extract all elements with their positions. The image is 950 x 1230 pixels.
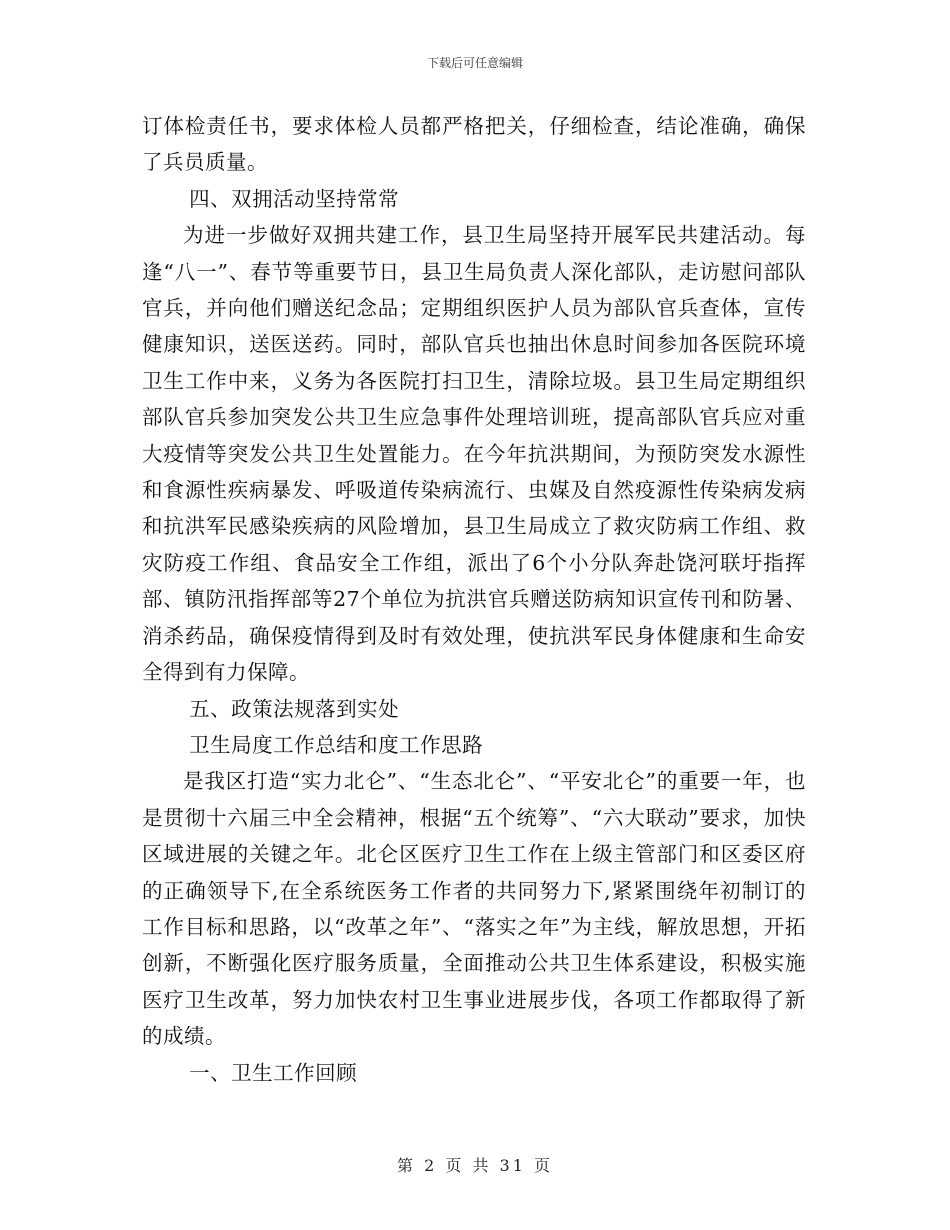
document-title: 卫生局度工作总结和度工作思路 (189, 732, 484, 757)
page-header: 下载后可任意编辑 (426, 56, 523, 70)
section-heading-policy: 五、政策法规落到实处 (189, 696, 400, 721)
document-body (142, 108, 806, 1091)
paragraph-shuangyong: 为进一步做好双拥共建工作，县卫生局坚持开展军民共建活动。每逢“八一”、春节等重要节日，县卫生局负责人深化部队，走访慰问部队官兵，并向他们赠送纪念品；定期组织医护人员为部队官兵查体，宣传健康知识，送医送药。同时，部队官兵也抽出休息时间参加各医院环境卫生工作中来，义务为各医院打扫卫生，清除垃圾。县卫生局定期组织部队官兵参加突发公共卫生应急事件处理培训班，提高部队官兵应对重大疫情等突发公共卫生处置能力。在今年抗洪期间，为预防突发水源性和食源性疾病暴发、呼吸道传染病流行、虫媒及自然疫源性传染病发病和抗洪军民感染疾病的风险增加，县卫生局成立了救灾防病工作组、救灾防疫工作组、食品安全工作组，派出了6个小分队奔赴饶河联圩指挥部、镇防汛指挥部等27个单位为抗洪官兵赠送防病知识宣传刊和防暑、消杀药品，确保疫情得到及时有效处理，使抗洪军民身体健康和生命安全得到有力保障。 (142, 223, 806, 685)
section-heading-review: 一、卫生工作回顾 (189, 1060, 358, 1085)
paragraph-intro: 是我区打造“实力北仑”、“生态北仑”、“平安北仑”的重要一年，也是贯彻十六届三中全会精神，根据“五个统筹”、“六大联动”要求，加快区域进展的关键之年。北仑区医疗卫生工作在上级主管部门和区委区府的正确领导下,在全系统医务工作者的共同努力下,紧紧围绕年初制订的工作目标和思路，以“改革之年”、“落实之年”为主线，解放思想，开拓创新，不断强化医疗服务质量，全面推动公共卫生体系建设，积极实施医疗卫生改革，努力加快农村卫生事业进展步伐，各项工作都取得了新的成绩。 (142, 769, 806, 1049)
paragraph-continuation: 订体检责任书，要求体检人员都严格把关，仔细检查，结论准确，确保了兵员质量。 (142, 114, 806, 175)
section-heading-shuangyong: 四、双拥活动坚持常常 (189, 186, 400, 211)
page-number: 第 2 页 共 31 页 (397, 1156, 553, 1175)
